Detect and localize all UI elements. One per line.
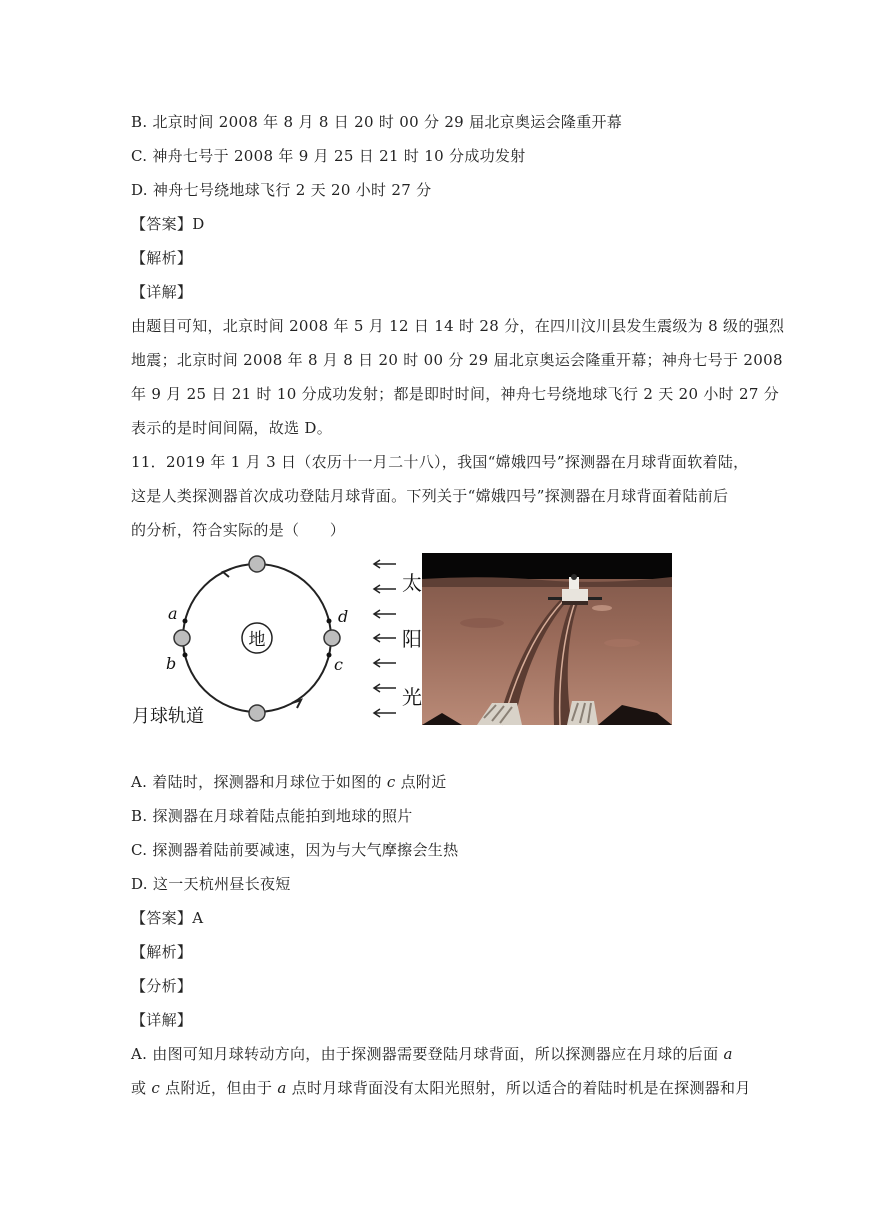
detail-text: 点附近，但由于	[160, 1079, 278, 1097]
orbit-arrow-icon	[223, 569, 231, 577]
option-b: B. 探测器在月球着陆点能拍到地球的照片	[131, 807, 413, 825]
question-stem-line: 这是人类探测器首次成功登陆月球背面。下列关于“嫦娥四号”探测器在月球背面着陆前后	[131, 487, 729, 505]
point-a-label: a	[168, 604, 178, 623]
point-b-dot	[183, 653, 188, 658]
analysis2-label: 【分析】	[131, 977, 193, 995]
point-b-label: b	[166, 654, 177, 673]
detail-var: a	[277, 1079, 287, 1097]
question-stem-line: 的分析，符合实际的是（ ）	[131, 521, 346, 539]
detail-text: 点时月球背面没有太阳光照射，所以适合的着陆时机是在探测器和月	[286, 1079, 751, 1097]
option-a-var: c	[386, 773, 396, 791]
detail-line	[131, 1078, 751, 1098]
sunlight-label-1: 太	[402, 571, 422, 595]
analysis-label: 【解析】	[131, 249, 193, 267]
detail-line: 由题目可知，北京时间 2008 年 5 月 12 日 14 时 28 分，在四川汶川县发生震级为 8 级的强烈	[131, 317, 785, 335]
moon-orbit-diagram	[128, 550, 422, 730]
question-stem-line: 11．2019 年 1 月 3 日（农历十一月二十八），我国“嫦娥四号”探测器在月球背面软着陆，	[131, 453, 749, 471]
detail-line: 地震；北京时间 2008 年 8 月 8 日 20 时 00 分 29 届北京奥运会隆重开幕；神舟七号于 2008	[131, 351, 783, 369]
answer: 【答案】D	[131, 215, 205, 233]
detail-var: a	[723, 1045, 733, 1063]
detail-line: 年 9 月 25 日 21 时 10 分成功发射；都是即时时间，神舟七号绕地球飞行 2 天 20 小时 27 分	[131, 385, 780, 403]
point-d-label: d	[338, 607, 349, 626]
moon-top	[249, 556, 265, 572]
detail-line: 表示的是时间间隔，故选 D。	[131, 419, 332, 437]
moon-left	[174, 630, 190, 646]
orbit-caption: 月球轨道	[132, 706, 204, 727]
detail-text: A. 由图可知月球转动方向，由于探测器需要登陆月球背面，所以探测器应在月球的后面	[131, 1045, 724, 1063]
detail-line	[131, 1044, 733, 1064]
orbit-arrow-icon	[292, 700, 301, 708]
analysis-label: 【解析】	[131, 943, 193, 961]
moon-right	[324, 630, 340, 646]
point-c-label: c	[334, 655, 343, 674]
option-b: B. 北京时间 2008 年 8 月 8 日 20 时 00 分 29 届北京奥运会隆重开幕	[131, 113, 623, 131]
point-a-dot	[183, 619, 188, 624]
lunar-surface-photo	[422, 553, 672, 725]
detail-label: 【详解】	[131, 1011, 193, 1029]
answer: 【答案】A	[131, 909, 204, 927]
option-c: C. 探测器着陆前要减速，因为与大气摩擦会生热	[131, 841, 459, 859]
option-a-suffix: 点附近	[395, 773, 447, 791]
option-d: D. 神舟七号绕地球飞行 2 天 20 小时 27 分	[131, 181, 432, 199]
detail-label: 【详解】	[131, 283, 193, 301]
option-d: D. 这一天杭州昼长夜短	[131, 875, 291, 893]
option-c: C. 神舟七号于 2008 年 9 月 25 日 21 时 10 分成功发射	[131, 147, 526, 165]
sunlight-label-2: 阳	[402, 627, 422, 651]
option-a	[131, 772, 447, 792]
moon-bottom	[249, 705, 265, 721]
point-d-dot	[327, 619, 332, 624]
detail-text: 或	[131, 1079, 152, 1097]
sunlight-label-3: 光	[402, 685, 422, 709]
sunlight-arrows	[374, 560, 396, 717]
detail-var: c	[151, 1079, 161, 1097]
point-c-dot	[327, 653, 332, 658]
option-a-prefix: A. 着陆时，探测器和月球位于如图的	[131, 773, 387, 791]
earth-label: 地	[248, 630, 266, 650]
